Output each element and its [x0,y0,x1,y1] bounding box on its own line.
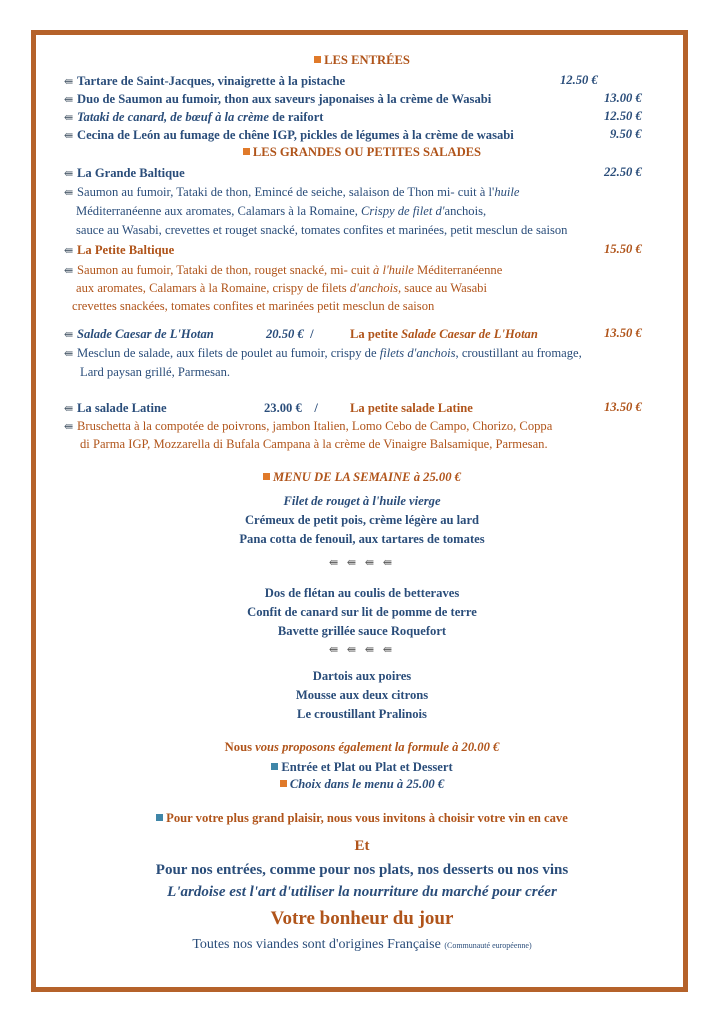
hand-pointer-icon: ⇚ [64,112,74,124]
hand-pointer-icon: ⇚ [64,265,74,277]
salade-price: 15.50 € [604,242,642,256]
hand-pointer-icon: ⇚ [64,348,74,360]
closing-line: Toutes nos viandes sont d'origines Française (Communauté européenne) [192,937,532,952]
square-bullet-icon [263,473,270,480]
square-bullet-icon [156,814,163,821]
hand-pointer-icon: ⇚ [64,421,74,433]
separator-icons: ⇚ ⇚ ⇚ ⇚ [328,644,396,656]
entree-item: ⇚ Tataki de canard, de bœuf à la crème de raifort [64,110,324,124]
formule-line: Entrée et Plat ou Plat et Dessert [0,760,724,775]
formule-line: Choix dans le menu à 25.00 € [0,777,724,792]
petite-latine: La petite salade Latine [350,401,473,415]
entree-item: ⇚ Cecina de León au fumage de chêne IGP, pickles de légumes à la crème de wasabi [64,128,514,142]
latine-price: 23.00 € / [264,401,318,415]
entree-item: ⇚ Tartare de Saint-Jacques, vinaigrette à la pistache [64,74,346,88]
closing-et: Et [354,838,370,854]
square-bullet-icon [271,763,278,770]
menu-dessert: Le croustillant Pralinois [297,707,427,721]
salades-heading: LES GRANDES OU PETITES SALADES [0,145,724,160]
salade-desc: ⇚ Mesclun de salade, aux filets de poulet au fumoir, crispy de filets d'anchois, croustillant au fromage, [64,346,582,360]
closing-line: Pour nos entrées, comme pour nos plats, nos desserts ou nos vins [155,862,569,878]
entrees-heading: LES ENTRÉES [0,53,724,68]
salade-desc: Méditerranéenne aux aromates, Calamars à la Romaine, Crispy de filet d'anchois, [76,204,487,218]
petite-latine-price: 13.50 € [604,400,642,414]
separator-icons: ⇚ ⇚ ⇚ ⇚ [328,557,396,569]
closing-line: L'ardoise est l'art d'utiliser la nourriture du marché pour créer [167,884,557,900]
hand-pointer-icon: ⇚ [64,76,74,88]
entree-price: 12.50 € [560,73,598,87]
hand-pointer-icon: ⇚ [64,168,74,180]
hand-pointer-icon: ⇚ [64,130,74,142]
salade-price: 22.50 € [604,165,642,179]
salade-desc: sauce au Wasabi, crevettes et rouget snacké, tomates confites et marinées, petit mesclun de saison [76,223,568,237]
formule-line: Nous vous proposons également la formule à 20.00 € [224,740,500,754]
menu-plat: Dos de flétan au coulis de betteraves [264,586,460,600]
menu-plat: Bavette grillée sauce Roquefort [277,624,447,638]
salade-caesar: ⇚ Salade Caesar de L'Hotan [64,327,214,341]
salade-latine: ⇚ La salade Latine [64,401,167,415]
salade-desc: aux aromates, Calamars à la Romaine, crispy de filets d'anchois, sauce au Wasabi [76,281,487,295]
entree-price: 13.00 € [604,91,642,105]
salade-desc: Lard paysan grillé, Parmesan. [80,365,231,379]
salade-desc: ⇚ Bruschetta à la compotée de poivrons, jambon Italien, Lomo Cebo de Campo, Chorizo, Coppa [64,419,553,433]
hand-pointer-icon: ⇚ [64,403,74,415]
salade-desc: ⇚ Saumon au fumoir, Tataki de thon, rouget snacké, mi- cuit à l'huile Méditerranéenne [64,263,503,277]
petite-caesar-price: 13.50 € [604,326,642,340]
square-bullet-icon [280,780,287,787]
hand-pointer-icon: ⇚ [64,329,74,341]
vin-line: Pour votre plus grand plaisir, nous vous invitons à choisir votre vin en cave [0,811,724,826]
menu-plat: Confit de canard sur lit de pomme de terre [247,605,477,619]
menu-dessert: Mousse aux deux citrons [295,688,429,702]
hand-pointer-icon: ⇚ [64,94,74,106]
menu-entree: Pana cotta de fenouil, aux tartares de tomates [239,532,485,546]
menu-semaine-heading: MENU DE LA SEMAINE à 25.00 € [0,470,724,485]
entree-price: 12.50 € [604,109,642,123]
hand-pointer-icon: ⇚ [64,187,74,199]
square-bullet-icon [243,148,250,155]
petite-caesar: La petite Salade Caesar de L'Hotan [350,327,538,341]
square-bullet-icon [314,56,321,63]
salade-petite-baltique: ⇚ La Petite Baltique [64,243,175,257]
closing-title: Votre bonheur du jour [270,908,454,929]
salade-desc: ⇚ Saumon au fumoir, Tataki de thon, Emincé de seiche, salaison de Thon mi- cuit à l'huile [64,185,520,199]
menu-entree: Crémeux de petit pois, crème légère au lard [244,513,480,527]
caesar-price: 20.50 € / [266,327,314,341]
salade-desc: crevettes snackées, tomates confites et marinées petit mesclun de saison [72,299,435,313]
menu-entree: Filet de rouget à l'huile vierge [283,494,441,508]
entree-price: 9.50 € [610,127,642,141]
entree-item: ⇚ Duo de Saumon au fumoir, thon aux saveurs japonaises à la crème de Wasabi [64,92,492,106]
salade-grande-baltique: ⇚ La Grande Baltique [64,166,185,180]
menu-dessert: Dartois aux poires [312,669,412,683]
salade-desc: di Parma IGP, Mozzarella di Bufala Campana à la crème de Vinaigre Balsamique, Parmesan. [80,437,548,451]
hand-pointer-icon: ⇚ [64,245,74,257]
